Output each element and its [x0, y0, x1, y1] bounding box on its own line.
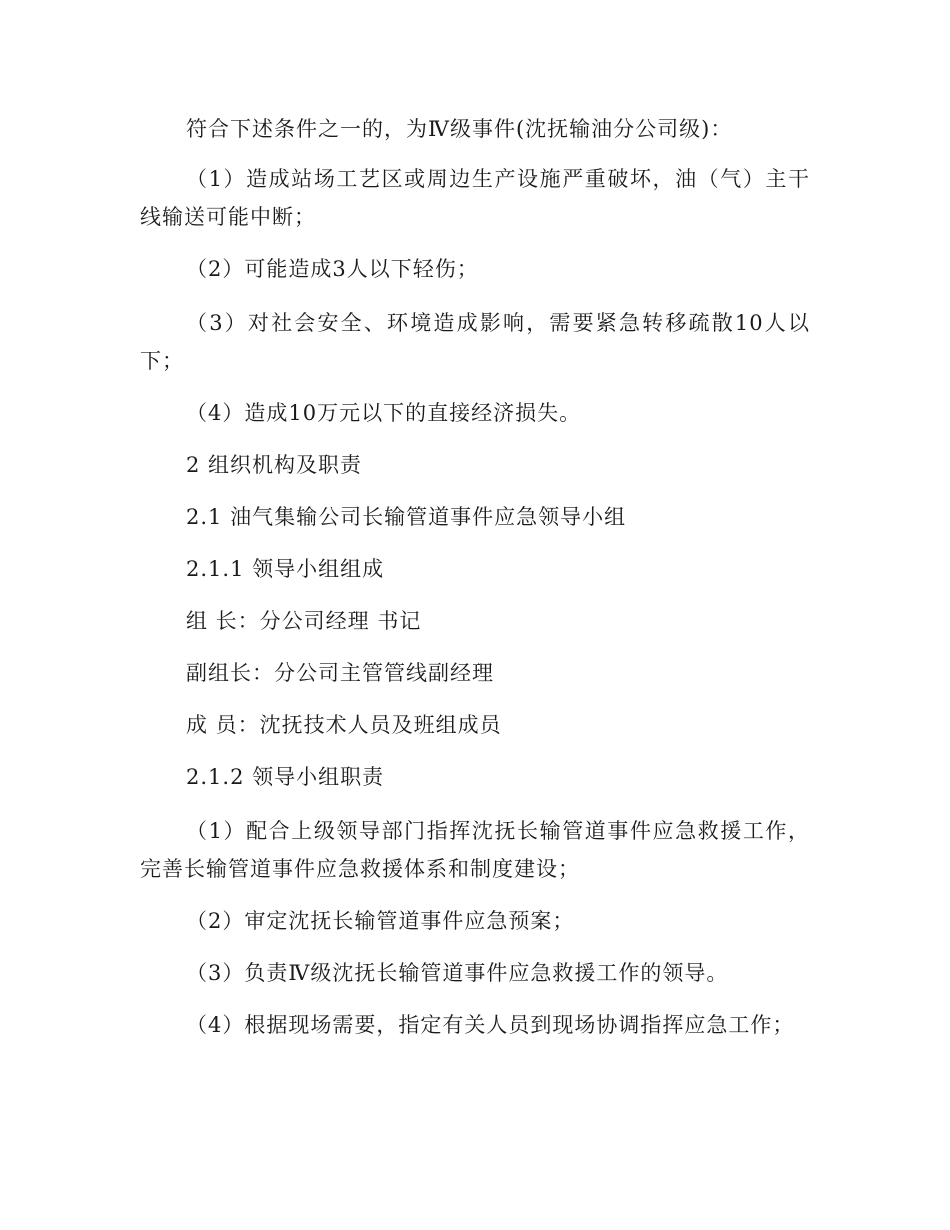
member-line-members: 成 员：沈抚技术人员及班组成员	[186, 713, 502, 737]
paragraph-event-level-intro: 符合下述条件之一的，为Ⅳ级事件(沈抚输油分公司级)：	[186, 117, 733, 141]
section-heading-2-1: 2.1 油气集输公司长输管道事件应急领导小组	[186, 505, 627, 529]
paragraph-condition-3: （3）对社会安全、环境造成影响，需要紧急转移疏散10人以下；	[140, 311, 810, 373]
section-heading-2: 2 组织机构及职责	[186, 453, 363, 477]
paragraph-duty-2: （2）审定沈抚长输管道事件应急预案；	[186, 909, 575, 933]
section-heading-2-1-1: 2.1.1 领导小组组成	[186, 557, 385, 581]
paragraph-duty-1: （1）配合上级领导部门指挥沈抚长输管道事件应急救援工作，完善长输管道事件应急救援体系和制度建设；	[140, 819, 810, 881]
section-heading-2-1-2: 2.1.2 领导小组职责	[186, 765, 385, 789]
paragraph-duty-3: （3）负责Ⅳ级沈抚长输管道事件应急救援工作的领导。	[186, 961, 729, 985]
member-line-leader: 组 长：分公司经理 书记	[186, 609, 422, 633]
paragraph-condition-1: （1）造成站场工艺区或周边生产设施严重破坏，油（气）主干线输送可能中断；	[140, 167, 810, 229]
paragraph-condition-2: （2）可能造成3人以下轻伤；	[186, 257, 479, 281]
member-line-deputy: 副组长：分公司主管管线副经理	[186, 661, 494, 685]
paragraph-duty-4: （4）根据现场需要，指定有关人员到现场协调指挥应急工作；	[186, 1013, 795, 1037]
paragraph-condition-4: （4）造成10万元以下的直接经济损失。	[186, 401, 582, 425]
